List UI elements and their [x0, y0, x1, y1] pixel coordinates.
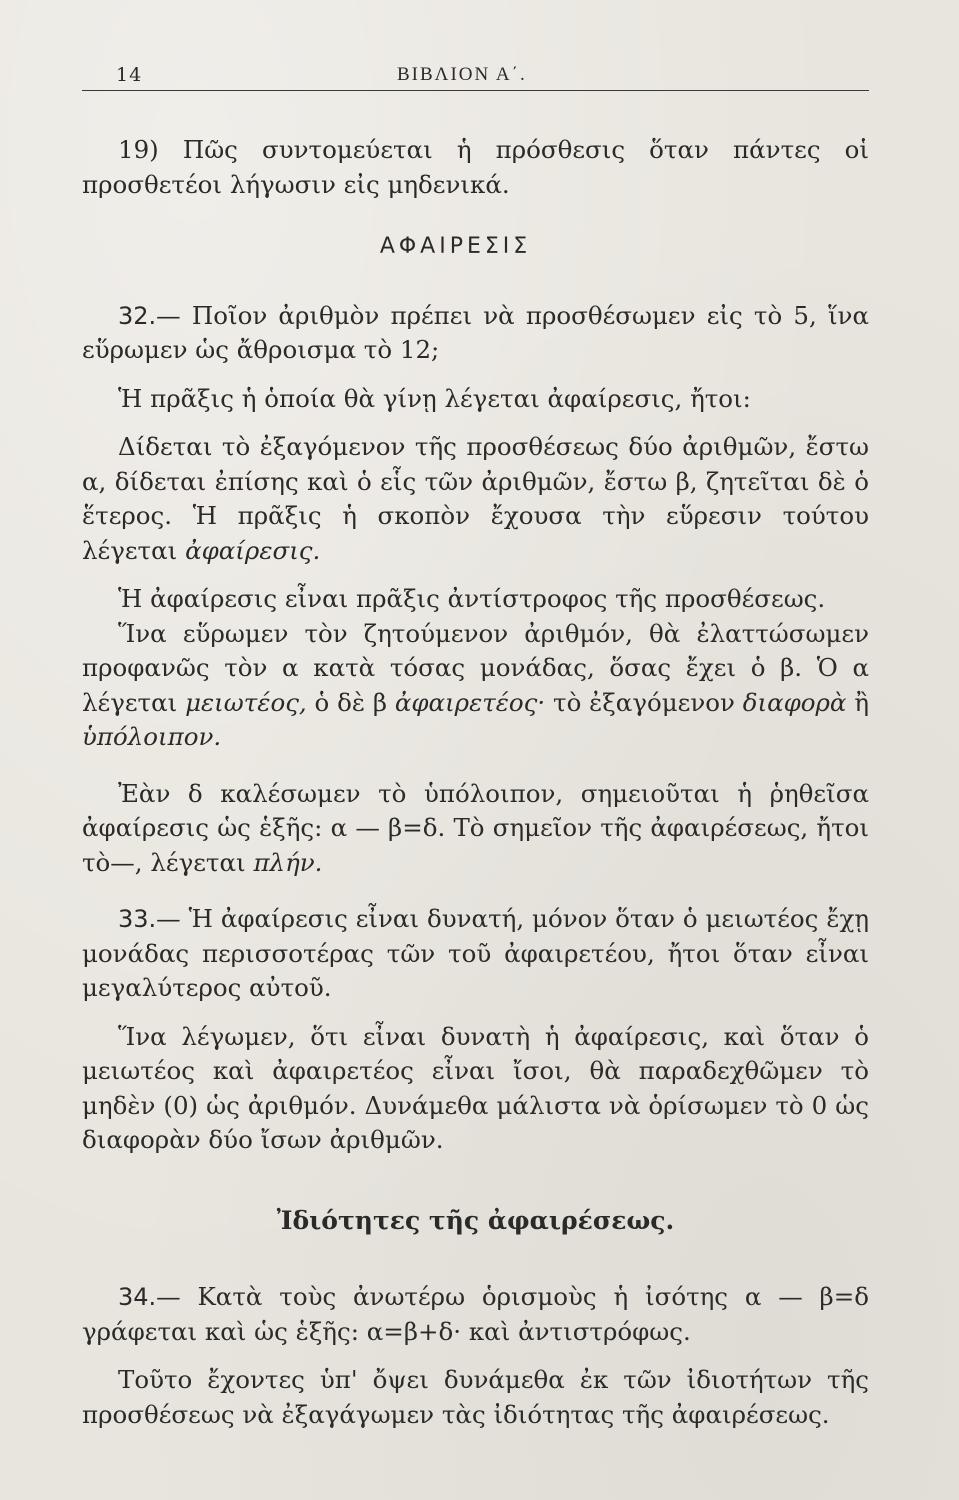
- running-head: ΒΙΒΛΙΟΝ Α΄.: [397, 64, 527, 85]
- terms-text-b: ὁ δὲ β: [314, 687, 387, 717]
- paragraph-number-34: 34.: [118, 1283, 157, 1311]
- paragraph-34-text: — Κατὰ τοὺς ἀνωτέρω ὁρισμοὺς ἡ ἰσότης α — β=δ γράφεται καὶ ὡς ἑξῆς: α=β+δ· καὶ ἀντιστρόφως.: [82, 1282, 869, 1346]
- explanation-text: Δίδεται τὸ ἐξαγόμενον τῆς προσθέσεως δύο ἀριθμῶν, ἔστω α, δίδεται ἐπίσης καὶ ὁ εἷς τῶν ἀριθμῶν, ἔστω β, ζητεῖται δὲ ὁ ἕτερος. Ἡ πρᾶξις ἡ σκοπὸν ἔχουσα τὴν εὕρεσιν τούτου λέγεται: [82, 432, 869, 565]
- term-remainder: ὑπόλοιπον.: [82, 722, 222, 751]
- term-difference: διαφορὰ: [742, 687, 847, 717]
- subheading-properties: Ἰδιότητες τῆς ἀφαιρέσεως.: [276, 1205, 675, 1235]
- paragraph-33-zero: Ἵνα λέγωμεν, ὅτι εἶναι δυνατὴ ἡ ἀφαίρεσις, καὶ ὅταν ὁ μειωτέος καὶ ἀφαιρετέος εἶναι ἴσοι, θὰ παραδεχθῶμεν τὸ μηδὲν (0) ὡς ἀριθμόν. Δυνάμεθα μάλιστα νὰ ὁρίσωμεν τὸ 0 ὡς διαφορὰν δύο ἴσων ἀριθμῶν.: [82, 1021, 869, 1154]
- terms-text: Ἵνα εὕρωμεν τὸν ζητούμενον ἀριθμόν, θὰ ἐλαττώσωμεν προφανῶς τὸν α κατὰ τόσας μονάδας, ὅσας ἔχει ὁ β. Ὁ α λέγεται: [82, 618, 869, 717]
- paragraph-32-inverse: Ἡ ἀφαίρεσις εἶναι πρᾶξις ἀντίστροφος τῆς προσθέσεως.: [118, 584, 826, 613]
- term-subtrahend: ἀφαιρετέος·: [394, 687, 546, 717]
- paragraph-number-32: 32.: [118, 301, 157, 330]
- term-minus: πλήν.: [253, 847, 323, 877]
- terms-text-c: τὸ ἐξαγόμενον: [553, 687, 735, 717]
- paragraph-32-explanation: [82, 430, 869, 568]
- body-text: [82, 133, 869, 1432]
- section-title: ΑΦΑΙΡΕΣΙΣ: [379, 234, 532, 259]
- page-header: [82, 40, 869, 91]
- paragraph-32-definition: Ἡ πρᾶξις ἡ ὁποία θὰ γίνῃ λέγεται ἀφαίρεσις, ἤτοι:: [118, 383, 751, 413]
- page-number: 14: [116, 64, 143, 86]
- paragraph-32-terms: [82, 617, 869, 755]
- paragraph-34-properties: Τοῦτο ἔχοντες ὑπ' ὄψει δυνάμεθα ἐκ τῶν ἰδιοτήτων τῆς προσθέσεως νὰ ἐξαγάγωμεν τὰς ἰδιότητας τῆς ἀφαιρέσεως.: [82, 1365, 869, 1429]
- paragraph-32-notation: [82, 777, 869, 881]
- paragraph-33-text: — Ἡ ἀφαίρεσις εἶναι δυνατή, μόνον ὅταν ὁ μειωτέος ἔχῃ μονάδας περισσοτέρας τῶν τοῦ ἀφαιρετέου, ἤτοι ὅταν εἶναι μεγαλύτερος αὐτοῦ.: [82, 904, 869, 1002]
- paragraph-number-33: 33.: [118, 905, 157, 933]
- paragraph-33: [82, 902, 869, 1006]
- question-19: 19) Πῶς συντομεύεται ἡ πρόσθεσις ὅταν πάντες οἱ προσθετέοι λήγωσιν εἰς μηδενικά.: [82, 135, 869, 199]
- term-minuend: μειωτέος,: [185, 687, 307, 717]
- terms-text-or: ἢ: [854, 687, 869, 717]
- notation-text: Ἐὰν δ καλέσωμεν τὸ ὑπόλοιπον, σημειοῦται ἡ ῥηθεῖσα ἀφαίρεσις ὡς ἑξῆς: α — β=δ. Τὸ σημεῖον τῆς ἀφαιρέσεως, ἤτοι τὸ—, λέγεται: [82, 778, 869, 877]
- paragraph-34: [82, 1280, 869, 1349]
- paragraph-32-text: — Ποῖον ἀριθμὸν πρέπει νὰ προσθέσωμεν εἰς τὸ 5, ἵνα εὕρωμεν ὡς ἄθροισμα τὸ 12;: [82, 300, 869, 364]
- term-subtraction: ἀφαίρεσις.: [185, 535, 321, 565]
- paragraph-32: [82, 299, 869, 368]
